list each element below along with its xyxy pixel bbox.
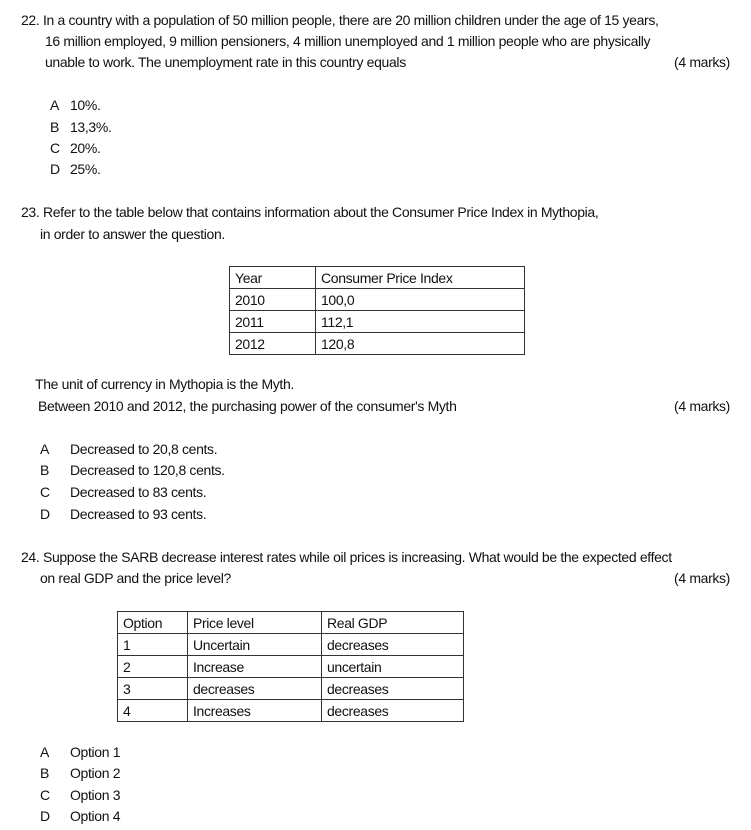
q24-option-c[interactable] <box>40 786 120 804</box>
option-letter: B <box>40 462 49 478</box>
table-cell: decreases <box>188 678 322 700</box>
cpi-table <box>229 266 525 355</box>
table-cell: decreases <box>322 634 464 656</box>
option-text: Option 3 <box>70 787 121 803</box>
q22-option-a[interactable] <box>50 96 101 114</box>
table-cell: decreases <box>322 678 464 700</box>
table-header: Option <box>118 612 188 634</box>
option-letter: C <box>40 787 50 803</box>
q24-marks: (4 marks) <box>674 570 730 586</box>
table-cell: 3 <box>118 678 188 700</box>
option-text: Option 2 <box>70 765 121 781</box>
option-letter: A <box>40 441 49 457</box>
option-text: Decreased to 120,8 cents. <box>70 462 225 478</box>
option-text: 13,3%. <box>70 119 112 135</box>
table-cell: 120,8 <box>316 333 525 355</box>
table-cell: 2010 <box>230 289 316 311</box>
option-letter: B <box>40 765 49 781</box>
q22-option-c[interactable] <box>50 139 101 157</box>
table-header: Price level <box>188 612 322 634</box>
q22-marks: (4 marks) <box>674 54 730 70</box>
table-cell: Uncertain <box>188 634 322 656</box>
option-letter: D <box>40 808 50 824</box>
table-row <box>230 289 525 311</box>
table-cell: Increase <box>188 656 322 678</box>
q22-line-2: 16 million employed, 9 million pensioners, 4 million unemployed and 1 million people who are physically <box>45 33 651 49</box>
q24-option-d[interactable] <box>40 807 120 825</box>
table-row <box>118 700 464 722</box>
table-cell: Increases <box>188 700 322 722</box>
q24-option-b[interactable] <box>40 764 120 782</box>
option-text: Decreased to 93 cents. <box>70 506 207 522</box>
option-letter: D <box>40 506 50 522</box>
q23-option-a[interactable] <box>40 440 217 458</box>
q23-option-d[interactable] <box>40 505 206 523</box>
q23-statement-1: The unit of currency in Mythopia is the Myth. <box>35 376 294 392</box>
table-header-row <box>230 267 525 289</box>
option-text: 10%. <box>70 97 101 113</box>
table-row <box>230 333 525 355</box>
table-cell: 2 <box>118 656 188 678</box>
option-letter: A <box>40 744 49 760</box>
option-letter: B <box>50 119 59 135</box>
option-text: Decreased to 83 cents. <box>70 484 207 500</box>
table-row <box>230 311 525 333</box>
q23-option-b[interactable] <box>40 461 225 479</box>
option-text: Option 1 <box>70 744 121 760</box>
table-cell: decreases <box>322 700 464 722</box>
option-letter: D <box>50 161 60 177</box>
q23-statement-2: Between 2010 and 2012, the purchasing power of the consumer's Myth <box>38 398 457 414</box>
table-header-row <box>118 612 464 634</box>
q24-option-a[interactable] <box>40 743 120 761</box>
table-row <box>118 634 464 656</box>
option-text: Option 4 <box>70 808 121 824</box>
option-table <box>117 611 464 722</box>
table-row <box>118 656 464 678</box>
table-cell: uncertain <box>322 656 464 678</box>
option-text: 25%. <box>70 161 101 177</box>
q22-line-3: unable to work. The unemployment rate in this country equals <box>45 54 406 70</box>
q22-option-d[interactable] <box>50 160 101 178</box>
option-letter: A <box>50 97 59 113</box>
table-row <box>118 678 464 700</box>
table-cell: 1 <box>118 634 188 656</box>
option-letter: C <box>40 484 50 500</box>
q22-line-1: 22. In a country with a population of 50 million people, there are 20 million children under the age of 15 years, <box>21 12 659 28</box>
option-letter: C <box>50 140 60 156</box>
q23-marks: (4 marks) <box>674 398 730 414</box>
q23-line-2: in order to answer the question. <box>40 226 225 242</box>
table-cell: 2011 <box>230 311 316 333</box>
table-cell: 112,1 <box>316 311 525 333</box>
table-cell: 4 <box>118 700 188 722</box>
q23-option-c[interactable] <box>40 483 206 501</box>
q24-line-2: on real GDP and the price level? <box>40 570 231 586</box>
q24-line-1: 24. Suppose the SARB decrease interest rates while oil prices is increasing. What would be the expected effect <box>21 549 672 565</box>
table-cell: 2012 <box>230 333 316 355</box>
table-header: Year <box>230 267 316 289</box>
table-cell: 100,0 <box>316 289 525 311</box>
table-header: Real GDP <box>322 612 464 634</box>
q23-line-1: 23. Refer to the table below that contains information about the Consumer Price Index in Mythopia, <box>21 204 599 220</box>
table-header: Consumer Price Index <box>316 267 525 289</box>
option-text: Decreased to 20,8 cents. <box>70 441 218 457</box>
q22-option-b[interactable] <box>50 118 112 136</box>
option-text: 20%. <box>70 140 101 156</box>
